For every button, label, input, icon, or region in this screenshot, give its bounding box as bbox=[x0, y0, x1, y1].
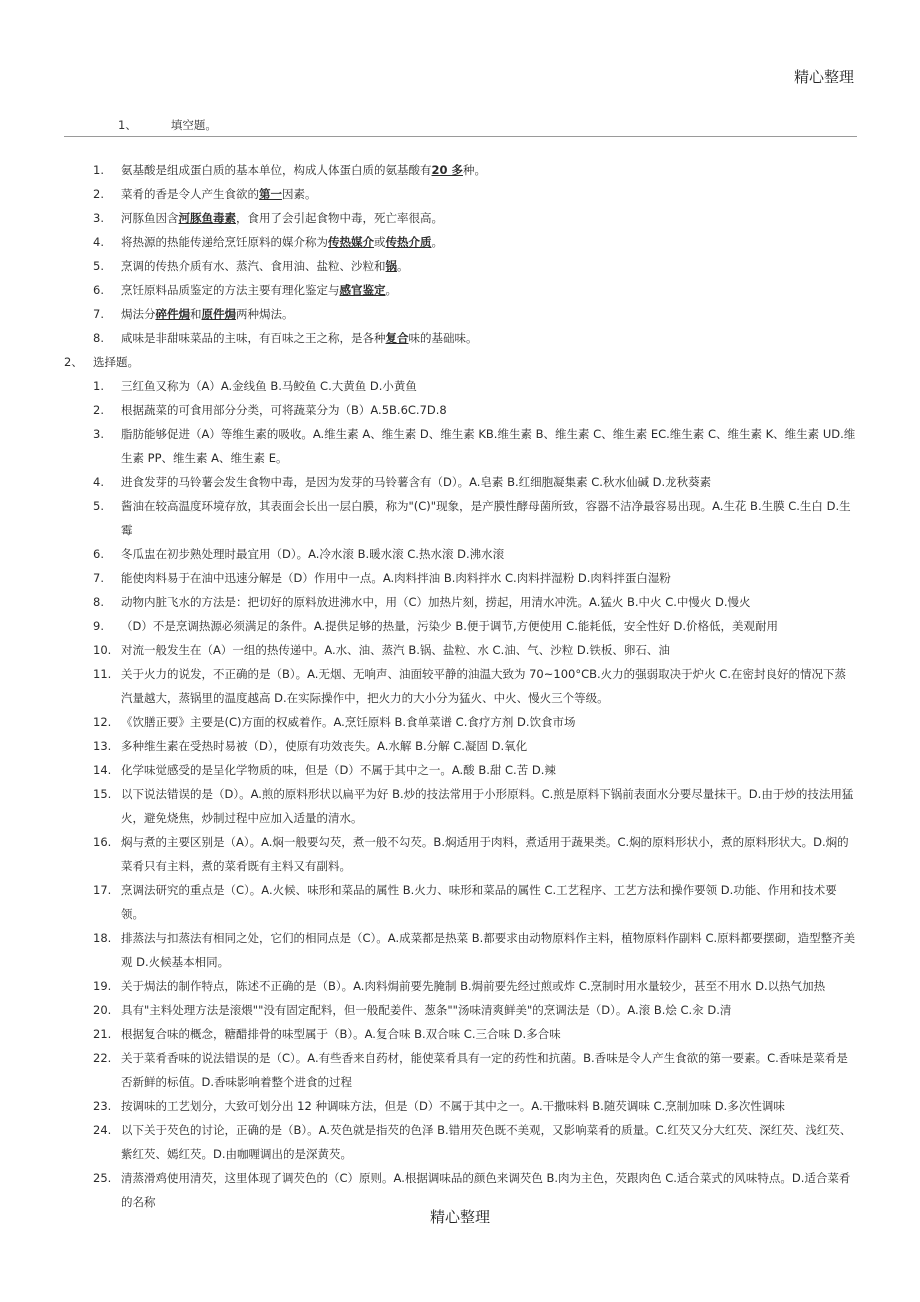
item-number: 16. bbox=[93, 835, 112, 849]
question-text: 具有"主料处理方法是滚煨""没有固定配料，但一般配姜件、葱条""汤味清爽鲜美"的烹调法是（D）。A.滚 B.烩 C.汆 D.清 bbox=[121, 1003, 732, 1017]
item-number: 3. bbox=[93, 211, 104, 225]
question-text: 氨基酸是组成蛋白质的基本单位，构成人体蛋白质的氨基酸有 bbox=[121, 163, 432, 177]
fill-item bbox=[64, 302, 857, 326]
header-divider bbox=[64, 136, 857, 137]
choice-item bbox=[64, 398, 857, 422]
choice-item bbox=[64, 878, 857, 926]
choice-item bbox=[64, 734, 857, 758]
question-text: 味的基础味。 bbox=[408, 331, 478, 345]
item-number: 1. bbox=[93, 379, 104, 393]
fill-item bbox=[64, 326, 857, 350]
page-header: 精心整理 bbox=[793, 68, 854, 86]
question-text: 冬瓜盅在初步熟处理时最宜用（D）。A.冷水滚 B.暖水滚 C.热水滚 D.沸水滚 bbox=[121, 547, 505, 561]
question-text: 脂肪能够促进（A）等维生素的吸收。A.维生素 A、维生素 D、维生素 KB.维生素 B、维生素 C、维生素 EC.维生素 C、维生素 K、维生素 UD.维生素 PP、维生素 A、维生素 E。 bbox=[121, 427, 856, 465]
item-number: 2. bbox=[93, 403, 104, 417]
question-text: ，食用了会引起食物中毒，死亡率很高。 bbox=[236, 211, 443, 225]
question-text: （D）不是烹调热源必须满足的条件。A.提供足够的热量，污染少 B.便于调节,方便使用 C.能耗低，安全性好 D.价格低，美观耐用 bbox=[121, 619, 779, 633]
question-text: 烹调的传热介质有水、蒸汽、食用油、盐粒、沙粒和 bbox=[121, 259, 386, 273]
item-number: 5. bbox=[93, 259, 104, 273]
item-number: 8. bbox=[93, 331, 104, 345]
document-body bbox=[64, 158, 857, 1214]
answer-text: 感官鉴定 bbox=[339, 283, 386, 297]
choice-item bbox=[64, 974, 857, 998]
section-2-heading bbox=[64, 350, 857, 374]
item-number: 4. bbox=[93, 235, 104, 249]
question-text: 多种维生素在受热时易被（D），使原有功效丧失。A.水解 B.分解 C.凝固 D.氧化 bbox=[121, 739, 528, 753]
choice-item bbox=[64, 710, 857, 734]
item-number: 5. bbox=[93, 499, 104, 513]
item-number: 21. bbox=[93, 1027, 112, 1041]
question-text: 对流一般发生在（A）一组的热传递中。A.水、油、蒸汽 B.锅、盐粒、水 C.油、气、沙粒 D.铁板、卵石、油 bbox=[121, 643, 670, 657]
item-number: 6. bbox=[93, 283, 104, 297]
answer-text: 第一 bbox=[259, 187, 282, 201]
question-text: 按调味的工艺划分，大致可划分出 12 种调味方法，但是（D）不属于其中之一。A.干撒味料 B.随芡调味 C.烹制加味 D.多次性调味 bbox=[121, 1099, 785, 1113]
item-number: 17. bbox=[93, 883, 112, 897]
question-text: 能使肉料易于在油中迅速分解是（D）作用中一点。A.肉料拌油 B.肉料拌水 C.肉料拌湿粉 D.肉料拌蛋白湿粉 bbox=[121, 571, 671, 585]
choice-list bbox=[64, 374, 857, 1214]
item-number: 7. bbox=[93, 571, 104, 585]
question-text: 以下关于芡色的讨论，正确的是（B）。A.芡色就是指芡的色泽 B.错用芡色既不美观，又影响菜肴的质量。C.红芡又分大红芡、深红芡、浅红芡、紫红芡、嫣红芡。D.由咖喱调出的是深黄芡。 bbox=[121, 1123, 852, 1161]
question-text: 河豚鱼因含 bbox=[121, 211, 179, 225]
item-number: 6. bbox=[93, 547, 104, 561]
choice-item bbox=[64, 566, 857, 590]
item-number: 8. bbox=[93, 595, 104, 609]
item-number: 1. bbox=[93, 163, 104, 177]
item-number: 9. bbox=[93, 619, 104, 633]
choice-item bbox=[64, 614, 857, 638]
question-text: 动物内脏飞水的方法是：把切好的原料放进沸水中，用（C）加热片刻，捞起，用清水冲洗。A.猛火 B.中火 C.中慢火 D.慢火 bbox=[121, 595, 751, 609]
item-number: 13. bbox=[93, 739, 112, 753]
question-text: 焗法分 bbox=[121, 307, 156, 321]
choice-item bbox=[64, 758, 857, 782]
item-number: 15. bbox=[93, 787, 112, 801]
section-1-heading bbox=[118, 117, 217, 133]
item-number: 2. bbox=[93, 187, 104, 201]
choice-item bbox=[64, 998, 857, 1022]
page-footer: 精心整理 bbox=[429, 1208, 490, 1226]
question-text: 关于焗法的制作特点，陈述不正确的是（B）。A.肉料焗前要先腌制 B.焗前要先经过煎或炸 C.烹制时用水量较少，甚至不用水 D.以热气加热 bbox=[121, 979, 826, 993]
question-text: 焖与煮的主要区别是（A）。A.焖一般要勾芡，煮一般不勾芡。B.焖适用于肉料，煮适用于蔬果类。C.焖的原料形状小，煮的原料形状大。D.焖的菜肴只有主料，煮的菜肴既有主料又有副料。 bbox=[121, 835, 849, 873]
item-number: 18. bbox=[93, 931, 112, 945]
choice-item bbox=[64, 662, 857, 710]
item-number: 7. bbox=[93, 307, 104, 321]
question-text: 清蒸滑鸡使用清芡，这里体现了调芡色的（C）原则。A.根据调味品的颜色来调芡色 B.肉为主色，芡跟肉色 C.适合菜式的风味特点。D.适合菜肴的名称 bbox=[121, 1171, 851, 1209]
question-text: 将热源的热能传递给烹饪原料的媒介称为 bbox=[121, 235, 328, 249]
question-text: 以下说法错误的是（D）。A.煎的原料形状以扁平为好 B.炒的技法常用于小形原料。C.煎是原料下锅前表面水分要尽量抹干。D.由于炒的技法用猛火，避免烧焦，炒制过程中应加入适量的清水。 bbox=[121, 787, 854, 825]
answer-text: 传热媒介 bbox=[328, 235, 374, 249]
question-text: 种。 bbox=[463, 163, 487, 177]
answer-text: 20 多 bbox=[431, 163, 464, 177]
question-text: 化学味觉感受的是呈化学物质的味，但是（D）不属于其中之一。A.酸 B.甜 C.苦 D.辣 bbox=[121, 763, 556, 777]
choice-item bbox=[64, 926, 857, 974]
answer-text: 河豚鱼毒素 bbox=[178, 211, 236, 225]
question-text: 和 bbox=[190, 307, 202, 321]
section-1-number: 1、 bbox=[118, 118, 137, 132]
question-text: 烹饪原料品质鉴定的方法主要有理化鉴定与 bbox=[121, 283, 340, 297]
choice-item bbox=[64, 422, 857, 470]
fill-item bbox=[64, 230, 857, 254]
answer-text: 锅 bbox=[385, 259, 397, 273]
item-number: 24. bbox=[93, 1123, 112, 1137]
fill-item bbox=[64, 254, 857, 278]
question-text: 。 bbox=[431, 235, 443, 249]
item-number: 19. bbox=[93, 979, 112, 993]
question-text: 关于火力的说发，不正确的是（B）。A.无烟、无响声、油面较平静的油温大致为 70~100°CB.火力的强弱取决于炉火 C.在密封良好的情况下蒸汽量越大，蒸锅里的温度越高 D.在实际操作中，把火力的大小分为猛火、中火、慢火三个等级。 bbox=[121, 667, 846, 705]
question-text: 关于菜肴香味的说法错误的是（C）。A.有些香来自药材，能使菜肴具有一定的药性和抗菌。B.香味是令人产生食欲的第一要素。C.香味是菜肴是否新鲜的标值。D.香味影响着整个进食的过程 bbox=[121, 1051, 848, 1089]
item-number: 22. bbox=[93, 1051, 112, 1065]
choice-item bbox=[64, 542, 857, 566]
choice-item bbox=[64, 1094, 857, 1118]
item-number: 12. bbox=[93, 715, 112, 729]
choice-item bbox=[64, 1046, 857, 1094]
answer-text: 传热介质 bbox=[385, 235, 432, 249]
answer-text: 复合 bbox=[385, 331, 409, 345]
choice-item bbox=[64, 494, 857, 542]
item-number: 11. bbox=[93, 667, 112, 681]
answer-text: 碎件焗 bbox=[155, 307, 190, 321]
question-text: 三红鱼又称为（A）A.金线鱼 B.马鲛鱼 C.大黄鱼 D.小黄鱼 bbox=[121, 379, 417, 393]
question-text: 酱油在较高温度环境存放，其表面会长出一层白膜，称为"(C)"现象，是产膜性酵母菌所致，容器不洁净最容易出现。A.生花 B.生膜 C.生白 D.生霉 bbox=[121, 499, 851, 537]
question-text: 进食发芽的马铃薯会发生食物中毒，是因为发芽的马铃薯含有（D）。A.皂素 B.红细胞凝集素 C.秋水仙碱 D.龙秋葵素 bbox=[121, 475, 712, 489]
section-1-title: 填空题。 bbox=[170, 118, 217, 132]
question-text: 咸味是非甜味菜品的主味，有百味之王之称，是各种 bbox=[121, 331, 386, 345]
question-text: 排蒸法与扣蒸法有相同之处，它们的相同点是（C）。A.成菜都是热菜 B.都要求由动物原料作主料，植物原料作副料 C.原料都要摆砌，造型整齐美观 D.火候基本相同。 bbox=[121, 931, 856, 969]
item-number: 10. bbox=[93, 643, 112, 657]
choice-item bbox=[64, 590, 857, 614]
fill-item bbox=[64, 206, 857, 230]
question-text: 烹调法研究的重点是（C）。A.火候、味形和菜品的属性 B.火力、味形和菜品的属性 C.工艺程序、工艺方法和操作要领 D.功能、作用和技术要领。 bbox=[121, 883, 837, 921]
question-text: 。 bbox=[397, 259, 409, 273]
section-2-title: 选择题。 bbox=[93, 355, 139, 369]
question-text: 根据蔬菜的可食用部分分类，可将蔬菜分为（B）A.5B.6C.7D.8 bbox=[121, 403, 447, 417]
choice-item bbox=[64, 1118, 857, 1166]
fill-item bbox=[64, 278, 857, 302]
fill-in-list bbox=[64, 158, 857, 350]
choice-item bbox=[64, 830, 857, 878]
answer-text: 原件焗 bbox=[201, 307, 236, 321]
choice-item bbox=[64, 470, 857, 494]
choice-item bbox=[64, 1022, 857, 1046]
item-number: 20. bbox=[93, 1003, 112, 1017]
choice-item bbox=[64, 782, 857, 830]
section-2-number: 2、 bbox=[64, 355, 83, 369]
question-text: 。 bbox=[385, 283, 397, 297]
question-text: 《饮膳正要》主要是(C)方面的权威着作。A.烹饪原料 B.食单菜谱 C.食疗方剂 D.饮食市场 bbox=[121, 715, 576, 729]
question-text: 或 bbox=[374, 235, 386, 249]
fill-item bbox=[64, 158, 857, 182]
fill-item bbox=[64, 182, 857, 206]
question-text: 根据复合味的概念，糖醋排骨的味型属于（B）。A.复合味 B.双合味 C.三合味 D.多合味 bbox=[121, 1027, 561, 1041]
item-number: 3. bbox=[93, 427, 104, 441]
item-number: 25. bbox=[93, 1171, 112, 1185]
question-text: 两种焗法。 bbox=[236, 307, 294, 321]
item-number: 23. bbox=[93, 1099, 112, 1113]
item-number: 14. bbox=[93, 763, 112, 777]
item-number: 4. bbox=[93, 475, 104, 489]
question-text: 菜肴的香是令人产生食欲的 bbox=[121, 187, 259, 201]
question-text: 因素。 bbox=[282, 187, 317, 201]
choice-item bbox=[64, 374, 857, 398]
choice-item bbox=[64, 638, 857, 662]
